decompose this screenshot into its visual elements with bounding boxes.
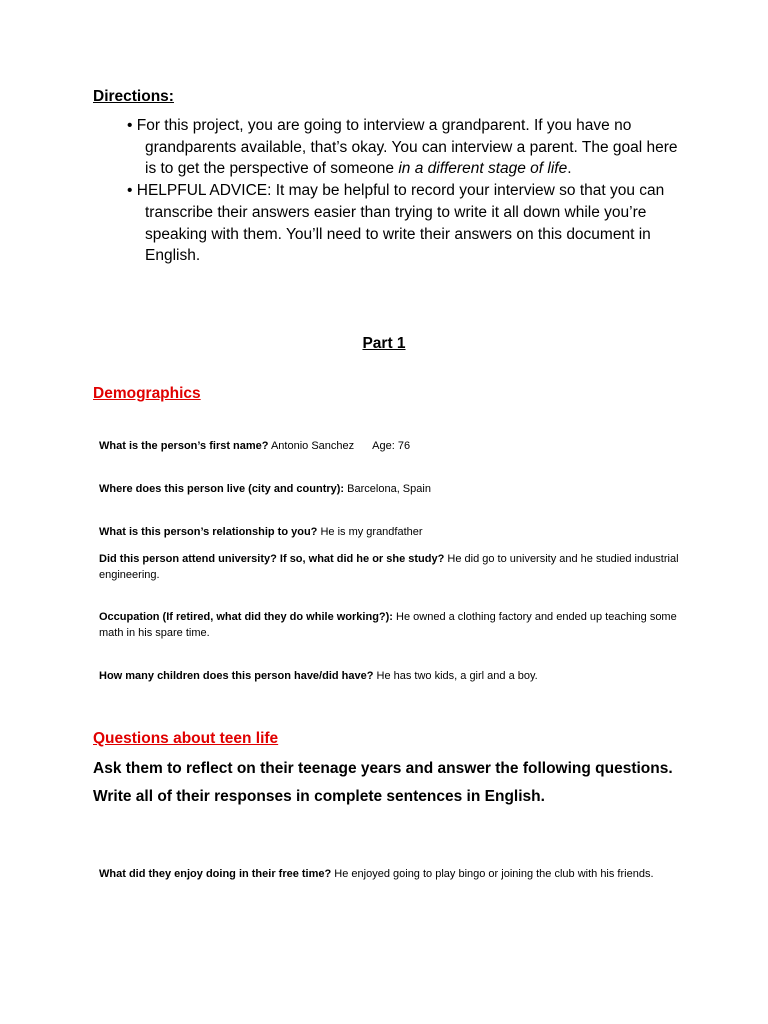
answer: He enjoyed going to play bingo or joining the club with his friends. <box>331 868 654 880</box>
question: What is this person’s relationship to you? <box>99 526 318 538</box>
teen-life-heading: Questions about teen life <box>93 730 279 747</box>
answer: He did go to university and he studied industrial engineering. <box>99 553 679 581</box>
qa-first-name <box>99 439 679 455</box>
answer: He has two kids, a girl and a boy. <box>373 670 538 682</box>
bullet-emphasis: in a different stage of life <box>398 160 568 178</box>
question: Where does this person live (city and country): <box>99 483 345 495</box>
directions-bullet-2 <box>127 180 687 267</box>
part-heading: Part 1 <box>362 335 406 352</box>
bullet-marker: • <box>127 117 133 134</box>
demographics-heading: Demographics <box>93 385 201 402</box>
teen-life-instructions: Ask them to reflect on their teenage years and answer the following questions. Write all of their responses in complete sentences in English. <box>93 760 673 805</box>
age: Age: 76 <box>372 440 411 452</box>
answer: Barcelona, Spain <box>344 483 431 495</box>
bullet-text: HELPFUL ADVICE: It may be helpful to record your interview so that you can transcribe their answers easier than trying to write it all down while you’re speaking with them. You’ll need to write their answers on this document in English. <box>136 182 665 265</box>
question: How many children does this person have/did have? <box>99 670 374 682</box>
answer: He is my grandfather <box>317 526 423 538</box>
qa-university <box>99 552 679 583</box>
answer: Antonio Sanchez <box>268 440 355 452</box>
bullet-marker: • <box>127 182 133 200</box>
qa-location <box>99 482 679 498</box>
answer: He owned a clothing factory and ended up teaching some math in his spare time. <box>99 611 677 639</box>
bullet-text: For this project, you are going to interview a grandparent. If you have no grandparents available, that’s okay. You can interview a parent. The goal here is to get the perspective of someone <box>136 117 678 178</box>
qa-relationship <box>99 525 679 541</box>
question: Occupation (If retired, what did they do while working?): <box>99 611 393 623</box>
directions-bullet-1 <box>127 115 687 180</box>
question: What is the person’s first name? <box>99 440 269 452</box>
question: What did they enjoy doing in their free time? <box>99 868 332 880</box>
directions-list <box>127 115 687 267</box>
bullet-text-end: . <box>567 160 572 178</box>
qa-free-time <box>99 867 679 883</box>
qa-occupation <box>99 610 679 641</box>
question: Did this person attend university? If so, what did he or she study? <box>99 553 445 565</box>
qa-children <box>99 669 679 685</box>
directions-heading: Directions: <box>93 88 174 105</box>
